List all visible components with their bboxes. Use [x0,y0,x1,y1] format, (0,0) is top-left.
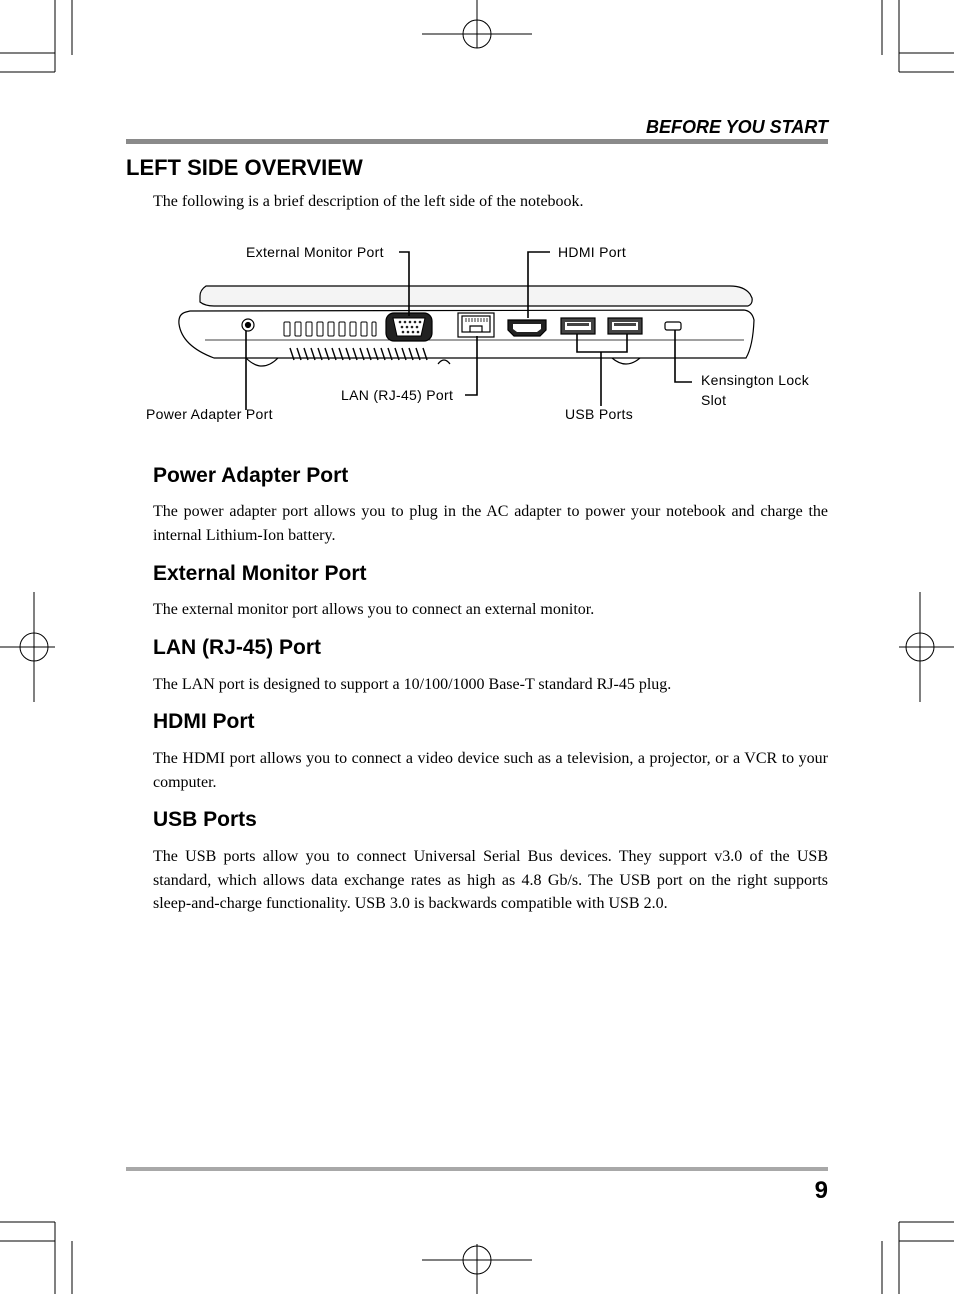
laptop-left-side-diagram [0,0,954,440]
running-header: BEFORE YOU START [645,117,828,137]
intro-text: The following is a brief description of the left side of the notebook. [153,193,584,210]
section-body: The USB ports allow you to connect Universal Serial Bus devices. They support v3.0 of the USB standard, which allows data exchange rates as high as 4.8 Gb/s. The USB port on the right supports sleep-and-charge functionality. USB 3.0 is backwards compatible with USB 2.0. [153,848,828,912]
laptop-lid [200,286,752,306]
section-heading: LAN (RJ-45) Port [153,636,322,659]
callout-power-adapter: Power Adapter Port [146,406,273,422]
callout-hdmi: HDMI Port [558,244,627,260]
section-body: The HDMI port allows you to connect a video device such as a television, a projector, or a VCR to your computer. [153,750,828,791]
callout-kensington-line2: Slot [701,392,727,408]
section-body: The external monitor port allows you to connect an external monitor. [153,601,595,618]
section-body: The LAN port is designed to support a 10/100/1000 Base-T standard RJ-45 plug. [153,676,672,693]
callout-external-monitor: External Monitor Port [246,244,384,260]
page-title: LEFT SIDE OVERVIEW [126,155,363,180]
section-heading: Power Adapter Port [153,464,349,487]
callout-kensington-line1: Kensington Lock [701,372,810,388]
section-heading: External Monitor Port [153,562,367,585]
callout-lan: LAN (RJ-45) Port [341,387,454,403]
footer-rule [126,1167,828,1171]
callout-usb: USB Ports [565,406,634,422]
section-body: The power adapter port allows you to plug in the AC adapter to power your notebook and charge the internal Lithium-Ion battery. [153,503,828,544]
lan-port-icon [458,313,494,337]
page-number: 9 [814,1177,828,1204]
section-heading: HDMI Port [153,710,255,733]
section-heading: USB Ports [153,808,257,831]
